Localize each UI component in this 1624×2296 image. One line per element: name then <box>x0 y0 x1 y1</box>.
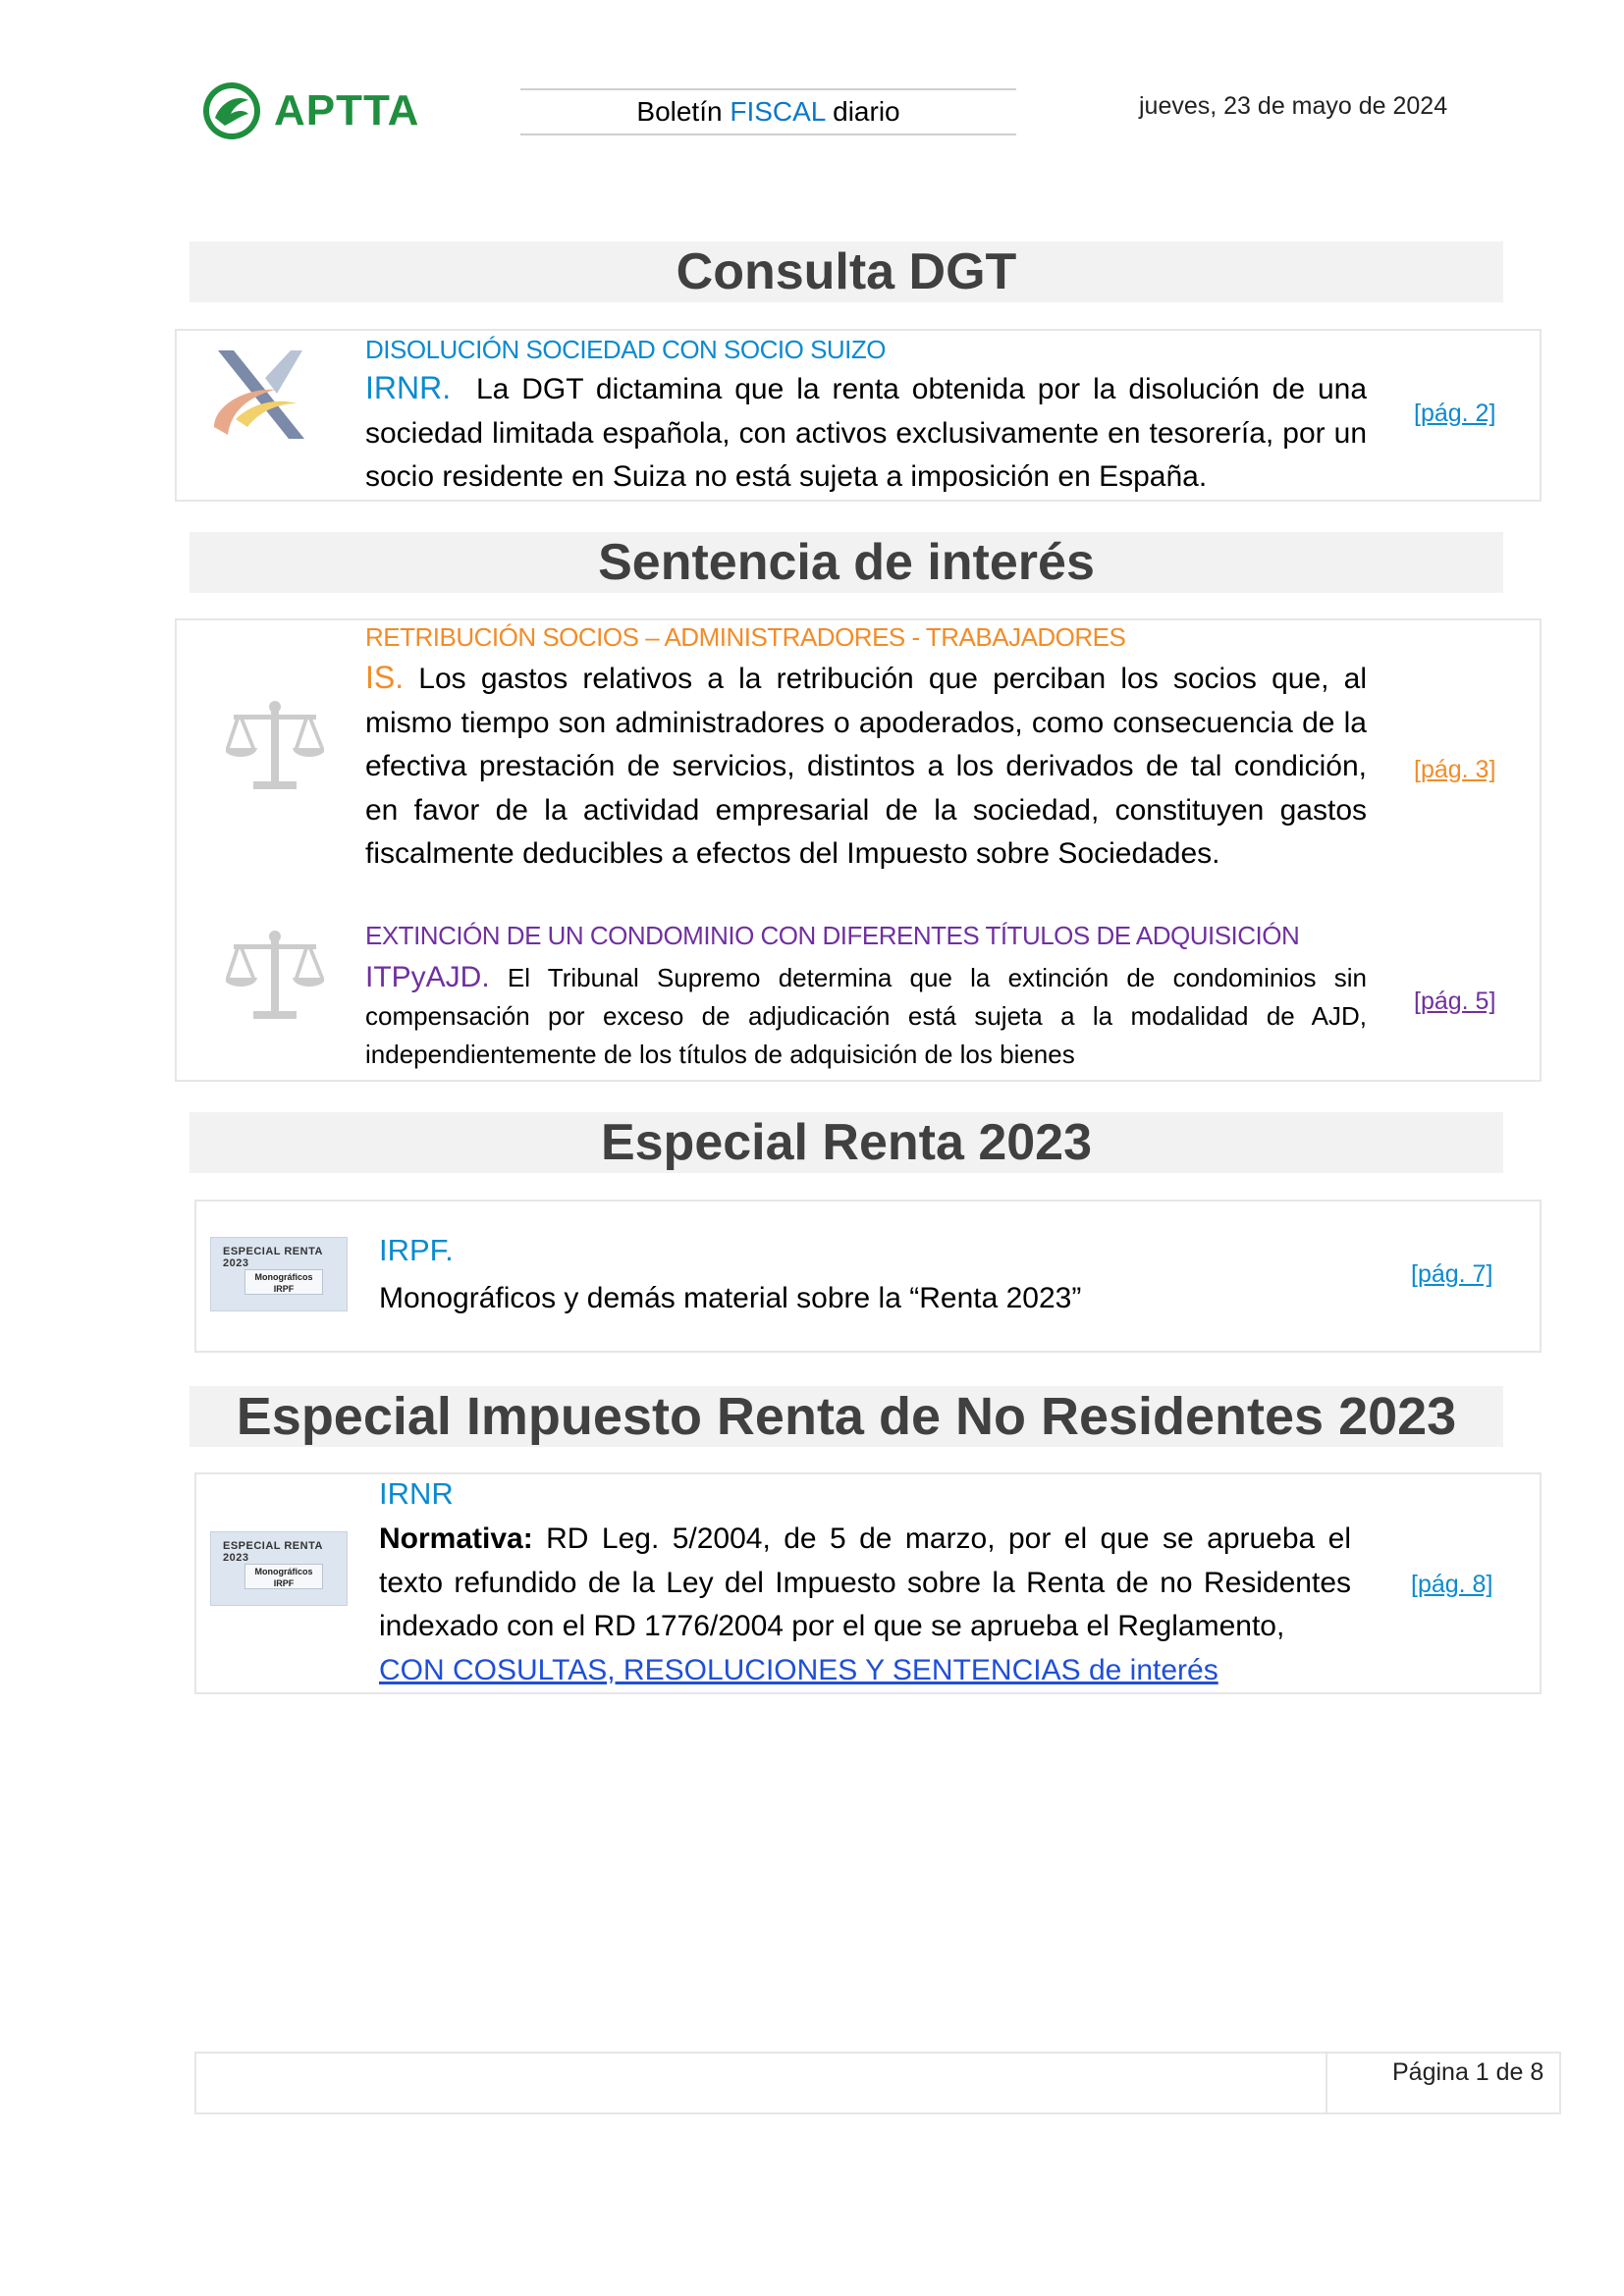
irnr-thumbnail[interactable] <box>210 1531 348 1606</box>
sentencia-1-text: Los gastos relativos a la retribución que perciban los socios que, al mismo tiempo son administradores o apoderados, como consecuencia de la efectiva prestación de servicios, distintos a los derivados de tal condición, en favor de la actividad empresarial de la sociedad, constituyen gastos fiscalmente deducibles a efectos del Impuesto sobre Sociedades. <box>365 663 1367 870</box>
thumb-label <box>244 1564 323 1589</box>
irnr-body <box>379 1518 1351 1692</box>
sentencia-2-topic: EXTINCIÓN DE UN CONDOMINIO CON DIFERENTES TÍTULOS DE ADQUISICIÓN <box>365 921 1300 950</box>
bulletin-fiscal: FISCAL <box>730 96 826 127</box>
thumb-title: ESPECIAL RENTA 2023 <box>223 1540 323 1564</box>
irnr-link[interactable]: CON COSULTAS, RESOLUCIONES Y SENTENCIAS de interés <box>379 1653 1218 1686</box>
bulletin-prefix: Boletín <box>636 96 731 127</box>
consulta-text: La DGT dictamina que la renta obtenida por la disolución de una sociedad limitada española, con activos exclusivamente en tesorería, por un socio residente en Suiza no está sujeta a imposición en España. <box>365 373 1368 493</box>
section-title-irnr: Especial Impuesto Renta de No Residentes 2023 <box>189 1386 1503 1447</box>
consulta-tag: IRNR. <box>365 370 452 405</box>
aptta-logo <box>201 77 461 145</box>
scales-of-justice-icon <box>226 927 324 1025</box>
sentencia-2-body <box>365 958 1367 1074</box>
bulletin-date: jueves, 23 de mayo de 2024 <box>1139 92 1448 120</box>
thumb-line2: IRPF <box>273 1578 295 1588</box>
section-title-renta: Especial Renta 2023 <box>189 1112 1503 1173</box>
sentencia-1-tag: IS. <box>365 660 405 695</box>
irnr-tag: IRNR <box>379 1476 454 1511</box>
irnr-page-link[interactable]: [pág. 8] <box>1411 1571 1493 1598</box>
thumb-line2: IRPF <box>273 1284 295 1294</box>
sentencia-1-page-link[interactable]: [pág. 3] <box>1414 756 1496 783</box>
irnr-text: RD Leg. 5/2004, de 5 de marzo, por el que se aprueba el texto refundido de la Ley del Impuesto sobre la Renta de no Residentes indexado con el RD 1776/2004 por el que se aprueba el Reglamento, <box>379 1522 1351 1642</box>
section-title-sentencia: Sentencia de interés <box>189 532 1503 593</box>
consulta-topic: DISOLUCIÓN SOCIEDAD CON SOCIO SUIZO <box>365 335 887 364</box>
renta-tag: IRPF. <box>379 1233 454 1267</box>
consulta-body <box>365 366 1367 500</box>
renta-thumbnail[interactable] <box>210 1237 348 1311</box>
logo-text: APTTA <box>274 86 420 134</box>
section-title-consulta: Consulta DGT <box>189 241 1503 302</box>
sentencia-2-page-link[interactable]: [pág. 5] <box>1414 988 1496 1015</box>
sentencia-1-topic: RETRIBUCIÓN SOCIOS – ADMINISTRADORES - TRABAJADORES <box>365 622 1126 652</box>
thumb-label <box>244 1269 323 1295</box>
irnr-item <box>194 1472 1542 1694</box>
renta-page-link[interactable]: [pág. 7] <box>1411 1260 1493 1288</box>
sentencia-2-text: El Tribunal Supremo determina que la extinción de condominios sin compensación por exceso de adjudicación está sujeta a la modalidad de AJD, independientemente de los títulos de adquisición de los bienes <box>365 963 1367 1069</box>
scales-of-justice-icon <box>226 697 324 795</box>
footer-divider <box>1326 2054 1327 2112</box>
renta-item <box>194 1200 1542 1353</box>
thumb-line1: Monográficos <box>254 1272 313 1282</box>
bulletin-title <box>520 88 1016 135</box>
page-number: Página 1 de 8 <box>1392 2058 1544 2086</box>
sentencia-box <box>175 618 1542 1082</box>
renta-text: Monográficos y demás material sobre la “Renta 2023” <box>379 1282 1082 1314</box>
thumb-line1: Monográficos <box>254 1567 313 1576</box>
tax-agency-icon <box>206 348 314 442</box>
irnr-label: Normativa: <box>379 1522 533 1555</box>
bulletin-suffix: diario <box>825 96 900 127</box>
consulta-page-link[interactable]: [pág. 2] <box>1414 400 1496 427</box>
consulta-item <box>175 329 1542 502</box>
thumb-title: ESPECIAL RENTA 2023 <box>223 1246 323 1269</box>
sentencia-2-tag: ITPyAJD. <box>365 961 490 993</box>
aptta-logo-icon <box>201 80 262 141</box>
footer-box <box>194 2052 1561 2114</box>
sentencia-1-body <box>365 656 1367 877</box>
